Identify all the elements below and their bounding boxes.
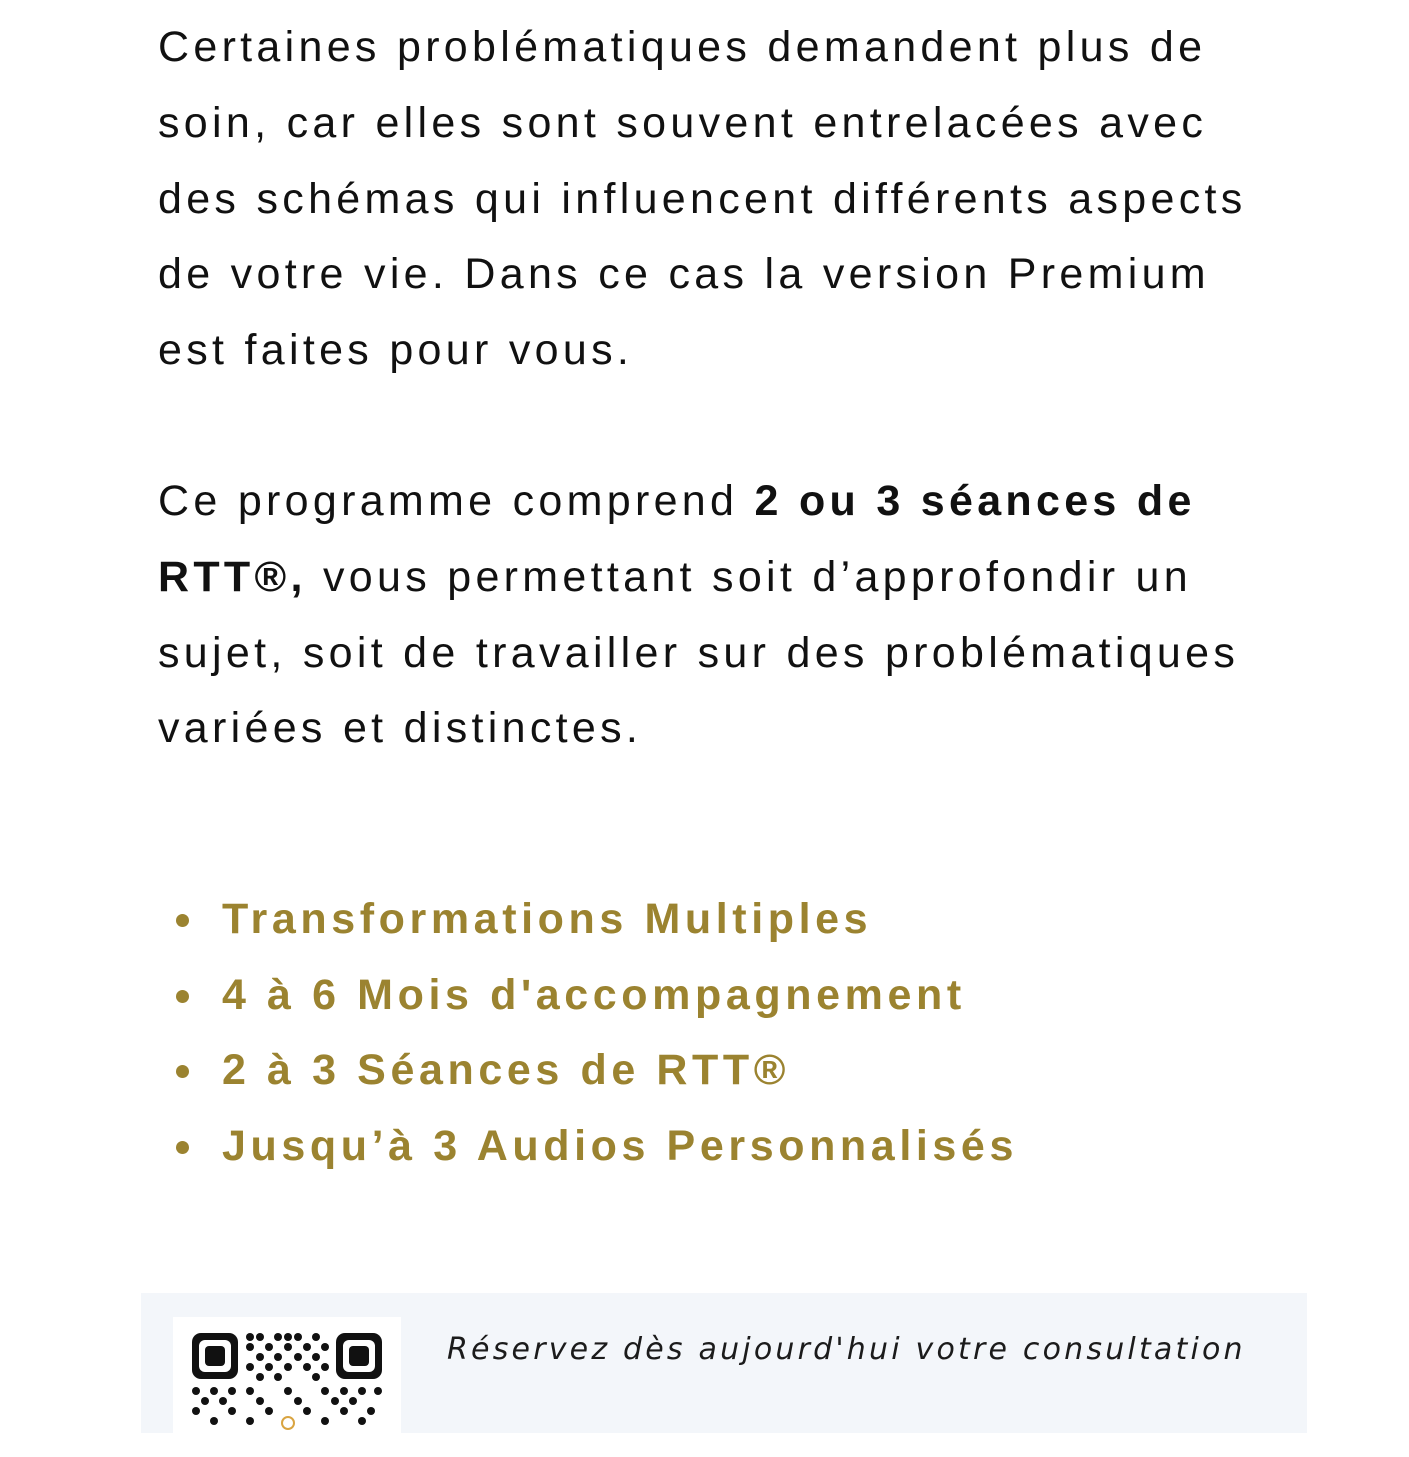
program-text-rest: vous permettant soit d’approfondir un sujet, soit de travailler sur des problématiques variées et distinctes.: [158, 552, 1240, 753]
intro-paragraph: Certaines problématiques demandent plus de soin, car elles sont souvent entrelacées avec des schémas qui influencent différents aspects de votre vie. Dans ce cas la version Premium est faites pour vous.: [158, 23, 1247, 375]
feature-item: [158, 1109, 1018, 1185]
program-text-lead: Ce programme comprend: [158, 476, 755, 525]
bullet-icon: [176, 990, 189, 1003]
qr-code-card[interactable]: [173, 1317, 401, 1457]
feature-label: 2 à 3 Séances de RTT®: [222, 1046, 791, 1095]
feature-label: Jusqu’à 3 Audios Personnalisés: [222, 1121, 1018, 1170]
feature-item: [158, 882, 1018, 958]
booking-banner: [141, 1293, 1307, 1433]
bullet-icon: [176, 1141, 189, 1154]
main-content: [158, 10, 1288, 767]
bullet-icon: [176, 1065, 189, 1078]
feature-item: [158, 958, 1018, 1034]
bullet-icon: [176, 914, 189, 927]
program-sessions-highlight: 2 ou 3 séances de RTT®,: [158, 476, 1196, 601]
feature-item: [158, 1033, 1018, 1109]
feature-label: Transformations Multiples: [222, 895, 873, 943]
feature-list: [158, 882, 1018, 1184]
booking-cta-text[interactable]: Réservez dès aujourd'hui votre consultation: [447, 1332, 1246, 1367]
program-paragraph: [158, 464, 1288, 767]
feature-label: 4 à 6 Mois d'accompagnement: [222, 970, 966, 1019]
qr-code-icon[interactable]: [190, 1331, 384, 1441]
